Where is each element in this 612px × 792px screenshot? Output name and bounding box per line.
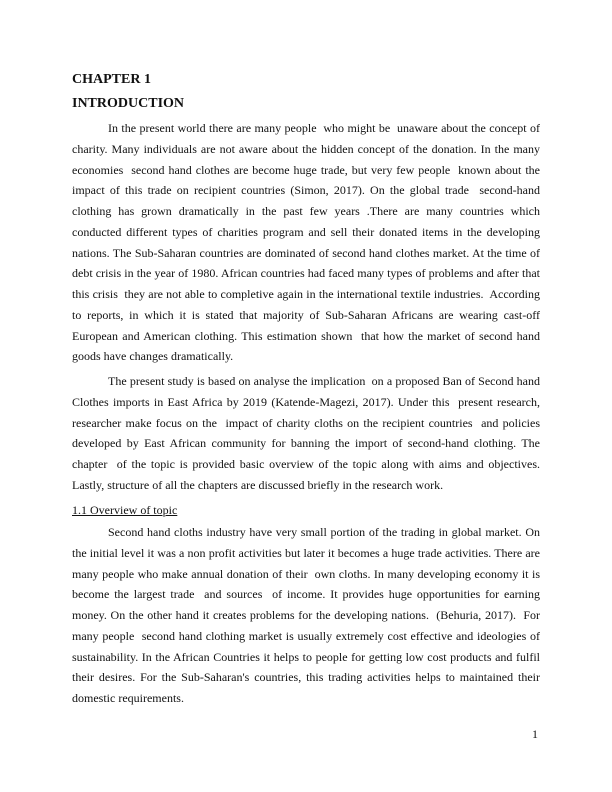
text-line: debt crisis in the year of 1980. African countries had faced many types of problems and after that (72, 266, 540, 281)
text-line: conducted different types of charities program and sell their donated items in the developing (72, 224, 540, 239)
text-line: nations. The Sub-Saharan countries are dominated of second hand clothes market. At the time of (72, 245, 540, 260)
text-line: to reports, in which it is stated that majority of Sub-Saharan Africans are wearing cast-off (72, 307, 540, 322)
chapter-heading: CHAPTER 1 (72, 72, 151, 87)
page-number: 1 (532, 727, 538, 741)
text-line: Lastly, structure of all the chapters are discussed briefly in the research work. (72, 477, 444, 492)
paragraph-overview (72, 522, 540, 709)
text-line: charity. Many individuals are not aware about the hidden concept of the donation. In the many (72, 141, 540, 156)
text-line: Second hand cloths industry have very small portion of the trading in global market. On (108, 525, 540, 539)
text-line: many people who make annual donation of their own cloths. In many developing economy it is (72, 566, 540, 581)
text-line: The present study is based on analyse the implication on a proposed Ban of Second hand (108, 374, 540, 388)
paragraph-intro-1 (72, 118, 540, 367)
text-line: money. On the other hand it creates problems for the developing nations. (Behuria, 2017). For (72, 608, 540, 622)
text-line: this crisis they are not able to completive again in the international textile industries. According (72, 287, 540, 301)
text-line: become the largest trade and sources of income. It provides huge opportunities for earning (72, 587, 540, 602)
text-line: impact of this trade on recipient countries (Simon, 2017). On the global trade second-hand (72, 183, 540, 198)
text-line: their desires. For the Sub-Saharan's countries, this trading activities helps to maintained their (72, 670, 540, 685)
text-line: sustainability. In the African Countries it helps to people for getting low cost products and fulfil (72, 649, 540, 664)
text-line: goods have changes dramatically. (72, 349, 234, 364)
text-line: Clothes imports in East Africa by 2019 (Katende-Magezi, 2017). Under this present research, (72, 394, 540, 409)
section-heading-overview: 1.1 Overview of topic (72, 503, 178, 517)
text-line: the initial level it was a non profit activities but later it becomes a huge trade activities. There are (72, 545, 540, 560)
text-line: many people second hand clothing market is usually extremely cost effective and ideologies of (72, 628, 540, 643)
text-line: European and American clothing. This estimation shown that how the market of second hand (72, 328, 540, 343)
page-title: INTRODUCTION (72, 96, 185, 111)
text-line: developed by East African community for banning the import of second-hand clothing. The (72, 436, 540, 451)
text-line: chapter of the topic is provided basic overview of the topic along with aims and objectives. (72, 457, 540, 471)
text-line: clothing has grown dramatically in the past few years .There are many countries which (72, 204, 540, 218)
text-line: researcher make focus on the impact of charity cloths on the recipient countries and policies (72, 415, 540, 430)
text-line: In the present world there are many people who might be unaware about the concept of (108, 121, 540, 135)
text-line: economies second hand clothes are become huge trade, but very few people known about the (72, 162, 540, 177)
paragraph-intro-2 (72, 371, 540, 496)
text-line: domestic requirements. (72, 691, 184, 705)
